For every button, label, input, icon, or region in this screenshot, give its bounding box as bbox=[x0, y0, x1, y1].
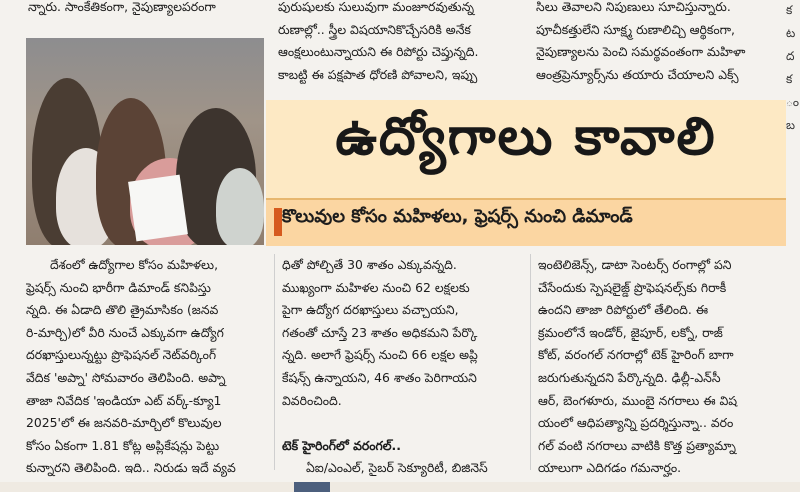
text-line: దేశంలో ఉద్యోగాల కోసం మహిళలు, bbox=[50, 257, 219, 272]
text-line: సిలు తెవాలని నిపుణులు సూచిస్తున్నారు. bbox=[536, 0, 731, 14]
column-rule bbox=[530, 254, 531, 470]
text-line: రుణాల్లో.. స్త్రీల విషయానికొచ్చేసరికి అనేక bbox=[278, 21, 471, 37]
text-line: గల్ వంటి నగరాలు వాటికి కొత్త ప్రత్యామ్నా bbox=[538, 437, 736, 453]
text-line: ముఖ్యంగా మహిళల నుంచి 62 లక్షలకు bbox=[282, 279, 470, 295]
text-fragment: ం bbox=[786, 95, 800, 109]
text-line: వేదిక 'అప్నా' సోమవారం తెలిపింది. అప్నా bbox=[26, 369, 226, 385]
text-line: యాలుగా ఎదిగడం గమనార్హం. bbox=[538, 460, 682, 476]
text-line: కాబట్టి ఈ పక్షపాత ధోరణి పోవాలని, ఇప్పు bbox=[278, 66, 478, 82]
text-line: గతంతో చూస్తే 23 శాతం అధికమని పేర్కొ bbox=[282, 324, 478, 340]
body-column-2 bbox=[282, 254, 522, 480]
text-line: న్నది. అలాగే ఫ్రెషర్స్ నుంచి 66 లక్షల అప్లి bbox=[282, 347, 478, 363]
text-fragment: క bbox=[786, 3, 793, 17]
body-column-3 bbox=[538, 254, 784, 480]
footer-strip bbox=[0, 482, 800, 492]
photo-paper bbox=[128, 175, 188, 242]
text-line: దరఖాస్తులున్నట్టు ప్రొఫెషనల్ నెట్‌వర్కింగ్ bbox=[26, 347, 217, 363]
photo-figure bbox=[216, 168, 264, 245]
accent-bar bbox=[274, 208, 282, 236]
text-fragment: క bbox=[786, 72, 793, 86]
text-line: కేషన్స్ ఉన్నాయని, 46 శాతం పెరిగాయని bbox=[282, 369, 477, 385]
top-fragment-col2 bbox=[278, 0, 524, 86]
text-line: చేసేందుకు స్పెషలైజ్డ్ ప్రొఫెషనల్స్‌కు గిరాకీ bbox=[538, 279, 727, 295]
text-line: న్నది. ఈ ఏడాది తొలి త్రైమాసికం (జనవ bbox=[26, 302, 219, 318]
text-line: జరుగుతున్నదని పేర్కొన్నది. ఢిల్లీ-ఎన్‌సీ bbox=[538, 369, 721, 385]
text-line: కున్నారని తెలిపింది. ఇది.. నిరుడు ఇదే వ్యవ bbox=[26, 460, 236, 476]
footer-image-fragment bbox=[294, 482, 330, 492]
text-line: కోట్, వరంగల్ నగరాల్లో టెక్ హైరింగ్ బాగా bbox=[538, 347, 734, 363]
text-line: పైగా ఉద్యోగ దరఖాస్తులు వచ్చాయని, bbox=[282, 302, 459, 318]
text-fragment: ద bbox=[786, 49, 795, 63]
text-line: ఆర్, బెంగళూరు, ముంబై నగరాలు ఈ విష bbox=[538, 392, 738, 408]
text-line: కోసం ఏకంగా 1.81 కోట్ల అప్లికేషన్లు పెట్టు bbox=[26, 437, 220, 453]
text-line: ఆంత్రప్రెన్యూర్స్‌ను తయారు చేయాలని ఎక్స్ bbox=[536, 66, 739, 82]
top-fragment-col1 bbox=[28, 0, 260, 19]
section-subheading: టెక్ హైరింగ్‌లో వరంగల్.. bbox=[282, 437, 401, 453]
news-photo bbox=[26, 38, 264, 245]
text-line: ధితో పోల్చితే 30 శాతం ఎక్కువన్నది. bbox=[282, 257, 457, 272]
text-line: ఇంటెలిజెన్స్, డాటా సెంటర్స్ రంగాల్లో పని bbox=[538, 257, 732, 272]
text-line: 2025'లో ఈ జనవరి-మార్చిలో కొలువుల bbox=[26, 415, 222, 431]
text-line: పూచీకత్తులేని సూక్ష్మ రుణాలిచ్చి ఆర్థికంగా, bbox=[536, 21, 735, 37]
text-fragment: ట bbox=[786, 26, 796, 40]
top-fragment-col3 bbox=[536, 0, 786, 86]
spacer-line bbox=[282, 412, 522, 435]
text-line: ఏఐ/ఎంఎల్, సైబర్ సెక్యూరిటీ, బిజినెస్ bbox=[306, 460, 488, 476]
text-line: నైపుణ్యాలను పెంచి సమర్థవంతంగా మహిళా bbox=[536, 44, 746, 60]
text-line: తాజా నివేదిక 'ఇండియా ఎట్ వర్క్-క్యూ1 bbox=[26, 392, 222, 408]
text-line: యంలో ఆధిపత్యాన్ని ప్రదర్శిస్తున్నా.. వరం bbox=[538, 415, 734, 431]
text-line: న్నారు. సాంకేతికంగా, నైపుణ్యాలపరంగా bbox=[28, 0, 216, 14]
headline: ఉద్యోగాలు కావాలి bbox=[335, 106, 717, 167]
clipped-right-column bbox=[786, 0, 800, 492]
text-line: ఆంక్షలుంటున్నాయని ఈ రిపోర్టు చెప్తున్నది. bbox=[278, 44, 479, 60]
text-line: ఫ్రెషర్స్ నుంచి భారీగా డిమాండ్ కనిపిస్తు bbox=[26, 279, 211, 295]
text-line: పురుషులకు సులువుగా మంజూరవుతున్న bbox=[278, 0, 475, 14]
text-line: రి-మార్చి)లో వీరి నుంచే ఎక్కువగా ఉద్యోగ bbox=[26, 324, 224, 340]
column-rule bbox=[274, 254, 275, 470]
text-line: వివరించింది. bbox=[282, 392, 342, 408]
text-line: ఉందని తాజా రిపోర్టులో తేలింది. ఈ bbox=[538, 302, 709, 318]
body-column-1 bbox=[26, 254, 268, 480]
text-fragment: బ bbox=[786, 118, 796, 132]
subheadline: కొలువుల కోసం మహిళలు, ఫ్రెషర్స్ నుంచి డిమాండ్ bbox=[282, 206, 633, 227]
text-line: క్రమంలోనే ఇండోర్, జైపూర్, లక్నో, రాజ్ bbox=[538, 324, 723, 340]
